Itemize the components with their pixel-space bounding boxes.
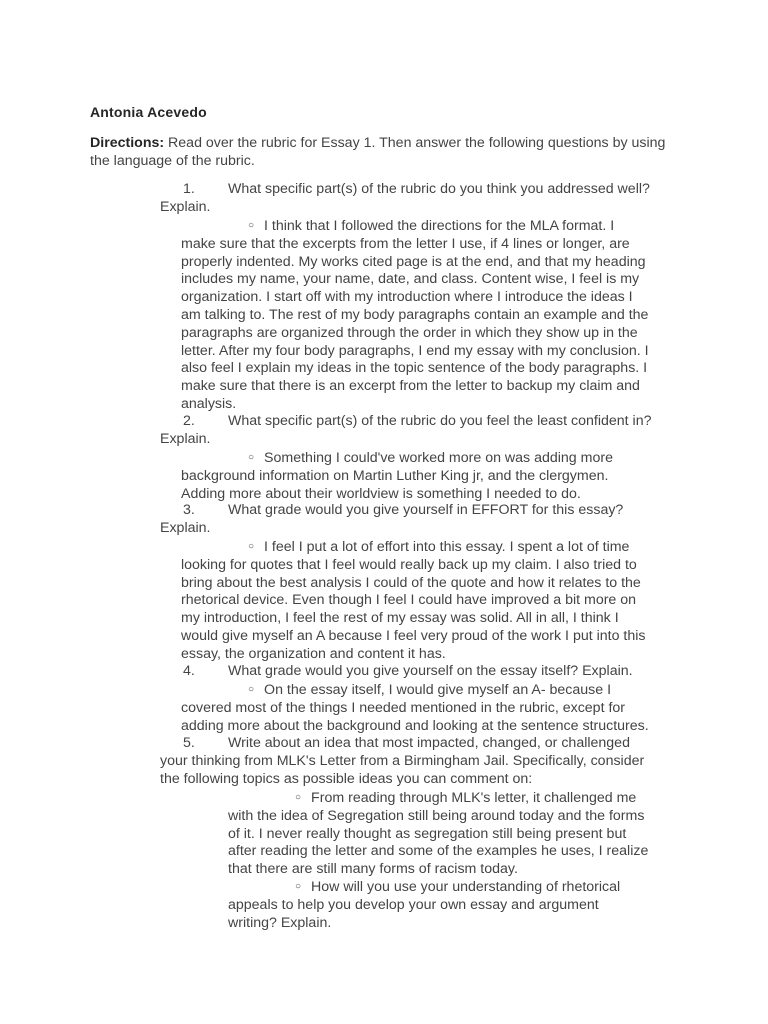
answer-line: also feel I explain my ideas in the topic sentence of the body paragraphs. I [181, 360, 648, 377]
answer-line: covered most of the things I needed mentioned in the rubric, except for [181, 699, 626, 716]
answer-line: letter. After my four body paragraphs, I end my essay with my conclusion. I [181, 342, 649, 359]
answer-line: organization. I start off with my introduction where I introduce the ideas I [181, 289, 633, 306]
answer-line: writing? Explain. [228, 914, 332, 931]
answer-5a [228, 789, 648, 879]
answer-text: From reading through MLK's letter, it challenged me [311, 790, 637, 806]
question-text: Explain. [160, 198, 211, 215]
directions-label: Directions: [90, 135, 165, 151]
answer-line: would give myself an A because I feel very proud of the work I put into this [181, 627, 646, 644]
answer-line: after reading the letter and some of the examples he uses, I realize [228, 843, 649, 860]
answer-line: of it. I never really thought as segregation still being present but [228, 825, 627, 842]
answer-line: that there are still many forms of racism today. [228, 861, 518, 878]
question-text: Explain. [160, 430, 211, 447]
answer-line: adding more about the background and looking at the sentence structures. [181, 717, 649, 734]
question-number: 2. [183, 413, 195, 429]
answer-line: am talking to. The rest of my body paragraphs contain an example and the [181, 306, 649, 323]
directions-text: Read over the rubric for Essay 1. Then answer the following questions by using the language of the rubric. [90, 135, 666, 169]
answer-line: properly indented. My works cited page is at the end, and that my heading [181, 253, 646, 270]
answer-line: bring about the best analysis I could of the quote and how it relates to the [181, 574, 641, 591]
hollow-bullet-icon: ○ [248, 220, 255, 231]
question-4 [160, 663, 633, 681]
question-text: Write about an idea that most impacted, changed, or challenged [228, 735, 630, 751]
answer-line: my introduction, I feel the rest of my essay was solid. All in all, I think I [181, 610, 619, 627]
answer-5b [228, 878, 620, 932]
hollow-bullet-icon: ○ [248, 452, 255, 463]
answer-line: make sure that there is an excerpt from the letter to backup my claim and [181, 378, 640, 395]
answer-line: Adding more about their worldview is something I needed to do. [181, 485, 581, 502]
question-text: Explain. [160, 519, 211, 536]
author-name: Antonia Acevedo [90, 104, 207, 120]
answer-line: with the idea of Segregation still being around today and the forms [228, 807, 645, 824]
hollow-bullet-icon: ○ [295, 792, 302, 803]
question-3 [160, 502, 623, 538]
question-number: 3. [183, 502, 195, 518]
answer-line: paragraphs are organized through the order in which they show up in the [181, 324, 638, 341]
answer-1 [181, 217, 649, 414]
answer-2 [181, 449, 613, 503]
answer-text: I think that I followed the directions for the MLA format. I [264, 218, 615, 234]
question-text: What specific part(s) of the rubric do you feel the least confident in? [228, 413, 652, 429]
answer-line: appeals to help you develop your own essay and argument [228, 896, 599, 913]
answer-line: includes my name, your name, date, and class. Content wise, I feel is my [181, 271, 640, 288]
answer-line: analysis. [181, 395, 237, 412]
answer-line: background information on Martin Luther King jr, and the clergymen. [181, 467, 609, 484]
question-number: 1. [183, 181, 195, 197]
hollow-bullet-icon: ○ [248, 541, 255, 552]
directions [90, 134, 680, 170]
answer-3 [181, 538, 646, 664]
answer-4 [181, 681, 649, 735]
hollow-bullet-icon: ○ [295, 881, 302, 892]
question-2 [160, 413, 651, 449]
question-text: What grade would you give yourself on the essay itself? Explain. [228, 663, 633, 679]
answer-text: Something I could've worked more on was adding more [264, 450, 613, 466]
question-text: What specific part(s) of the rubric do you think you addressed well? [228, 181, 650, 197]
answer-text: I feel I put a lot of effort into this essay. I spent a lot of time [264, 539, 630, 555]
question-number: 4. [183, 663, 195, 679]
question-5 [160, 735, 644, 788]
answer-text: On the essay itself, I would give myself an A- because I [264, 682, 612, 698]
answer-line: essay, the organization and content it has. [181, 645, 446, 662]
question-text: What grade would you give yourself in EFFORT for this essay? [228, 502, 624, 518]
hollow-bullet-icon: ○ [248, 684, 255, 695]
answer-line: make sure that the excerpts from the letter I use, if 4 lines or longer, are [181, 235, 630, 252]
question-number: 5. [183, 735, 195, 751]
answer-line: looking for quotes that I feel would really back up my claim. I also tried to [181, 556, 637, 573]
answer-text: How will you use your understanding of rhetorical [311, 879, 621, 895]
question-text: the following topics as possible ideas you can comment on: [160, 770, 533, 787]
question-text: your thinking from MLK's Letter from a Birmingham Jail. Specifically, consider [160, 752, 645, 769]
answer-line: rhetorical device. Even though I feel I could have improved a bit more on [181, 592, 637, 609]
question-1 [160, 181, 650, 217]
